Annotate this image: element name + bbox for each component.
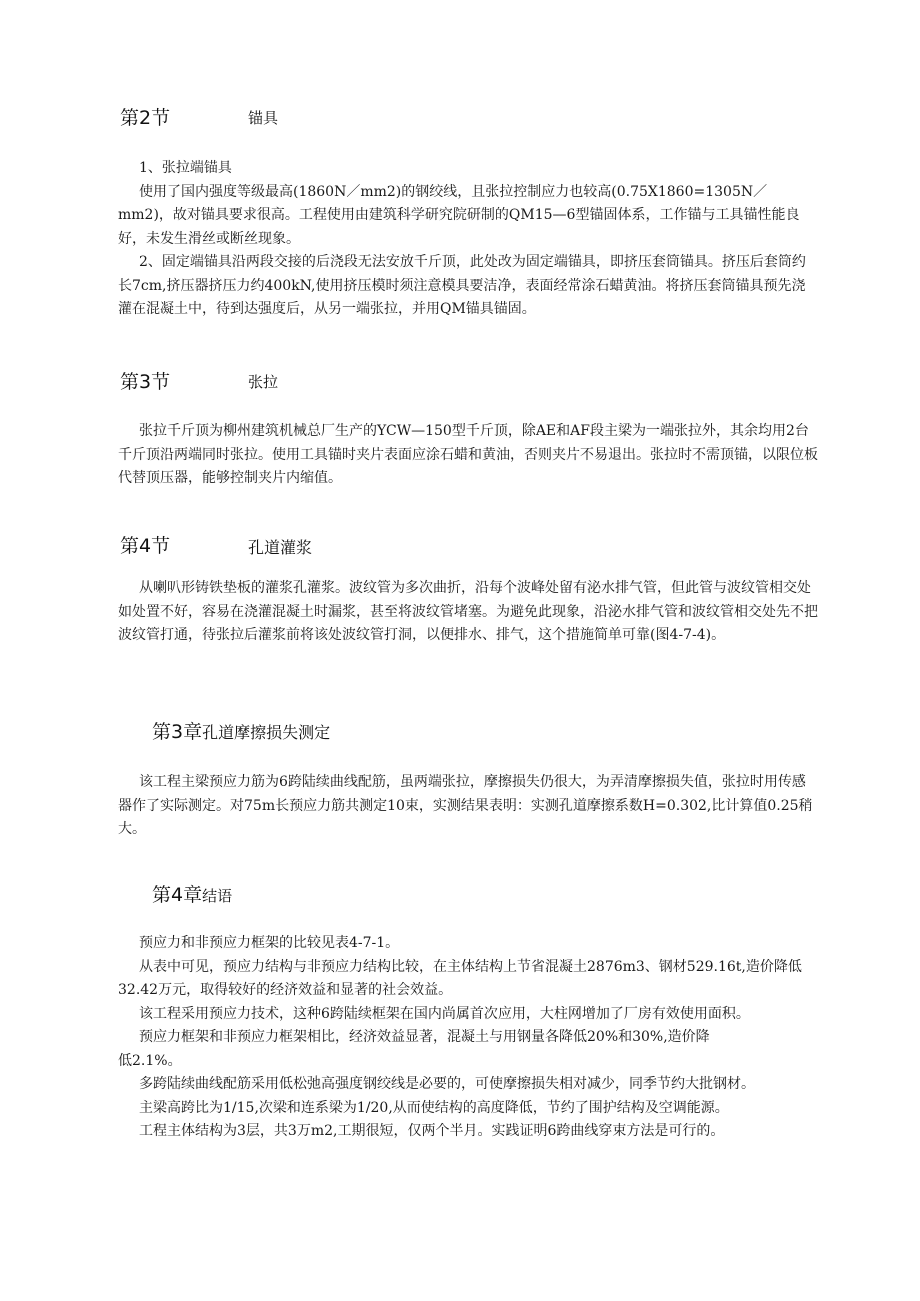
section-title-tension-wrap	[248, 371, 278, 392]
conclusion-paragraph-3: 该工程采用预应力技术，这种6跨陆续框架在国内尚属首次应用，大柱网增加了厂房有效使用面积。	[139, 1005, 750, 1022]
item1-heading: 1、张拉端锚具	[139, 160, 232, 176]
conclusion-paragraph-4-line2: 低2.1%。	[118, 1052, 182, 1069]
chapter-number: 第3章	[152, 721, 203, 743]
chapter-title: 结语	[202, 887, 233, 905]
chapter-number: 第4章	[152, 884, 203, 906]
section-title: 张拉	[248, 373, 279, 391]
chapter-heading-conclusion	[152, 880, 232, 907]
tension-paragraph: 张拉千斤顶为柳州建筑机械总厂生产的YCW—150型千斤顶，除AE和AF段主梁为一端张拉外，其余均用2台千斤顶沿两端同时张拉。使用工具锚时夹片表面应涂石蜡和黄油，否则夹片不易退出。张拉时不需顶锚，以限位板代替顶压器，能够控制夹片内缩值。	[118, 423, 818, 486]
section-heading-anchors	[120, 103, 170, 130]
item2-paragraph: 2、固定端锚具沿两段交接的后浇段无法安放千斤顶，此处改为固定端锚具，即挤压套筒锚具。挤压后套筒约长7cm,挤压器挤压力约400kN,使用挤压模时须注意模具要洁净，表面经常涂石蜡黄油。将挤压套筒锚具预先浇灌在混凝土中，待到达强度后，从另一端张拉，并用QM锚具锚固。	[118, 254, 806, 317]
chapter-heading-friction	[152, 717, 330, 744]
conclusion-paragraph-1: 预应力和非预应力框架的比较见表4-7-1。	[139, 935, 400, 951]
conclusion-paragraph-2: 从表中可见，预应力结构与非预应力结构比较，在主体结构上节省混凝土2876m3、钢材529.16t,造价降低32.42万元，取得较好的经济效益和显著的社会效益。	[118, 958, 802, 998]
friction-chapter-body	[118, 771, 818, 842]
conclusion-paragraph-6: 主梁高跨比为1/15,次梁和连系梁为1/20,从而使结构的高度降低，节约了围护结构及空调能源。	[139, 1099, 729, 1116]
grouting-section-body	[118, 577, 818, 648]
conclusion-paragraph-7: 工程主体结构为3层，共3万m2,工期很短，仅两个半月。实践证明6跨曲线穿束方法是可行的。	[139, 1123, 725, 1139]
item1-paragraph: 使用了国内强度等级最高(1860N／mm2)的钢绞线，且张拉控制应力也较高(0.75X1860=1305N／mm2)，故对锚具要求很高。工程使用由建筑科学研究院研制的QM15—6型锚固体系，工作锚与工具锚性能良好，未发生滑丝或断丝现象。	[118, 183, 800, 247]
friction-paragraph: 该工程主梁预应力筋为6跨陆续曲线配筋，虽两端张拉，摩擦损失仍很大，为弄清摩擦损失值，张拉时用传感器作了实际测定。对75m长预应力筋共测定10束，实测结果表明：实测孔道摩擦系数H=0.302,比计算值0.25稍大。	[118, 774, 813, 837]
section-number: 第2节	[120, 107, 171, 129]
conclusion-paragraph-5: 多跨陆续曲线配筋采用低松弛高强度钢绞线是必要的，可使摩擦损失相对减少，同季节约大批钢材。	[139, 1076, 755, 1092]
section-title: 锚具	[248, 109, 279, 127]
section-number: 第3节	[120, 371, 171, 393]
conclusion-paragraph-4-line1: 预应力框架和非预应力框架相比，经济效益显著，混凝土与用钢量各降低20%和30%,造价降	[139, 1029, 710, 1045]
section-heading-grouting	[120, 531, 170, 558]
grouting-paragraph: 从喇叭形铸铁垫板的灌浆孔灌浆。波纹管为多次曲折，沿每个波峰处留有泌水排气管，但此管与波纹管相交处如处置不好，容易在浇灌混凝土时漏浆，甚至将波纹管堵塞。为避免此现象，沿泌水排气管和波纹管相交处先不把波纹管打通，待张拉后灌浆前将该处波纹管打洞，以便排水、排气，这个措施简单可靠(图4-7-4)。	[118, 580, 818, 643]
section-title-anchors-wrap	[248, 107, 278, 128]
section-heading-tension	[120, 367, 170, 394]
section-number: 第4节	[120, 535, 171, 557]
anchors-section-body	[118, 157, 818, 322]
section-title: 孔道灌浆	[248, 538, 313, 557]
tension-section-body	[118, 420, 818, 491]
section-title-grouting-wrap	[248, 535, 312, 558]
chapter-title: 孔道摩擦损失测定	[202, 723, 331, 742]
conclusion-chapter-body	[118, 932, 818, 1144]
